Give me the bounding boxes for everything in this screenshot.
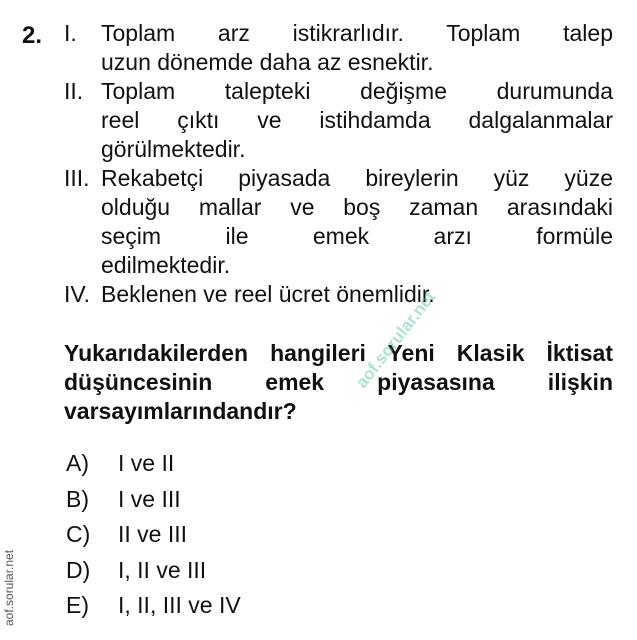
statement-text (101, 164, 613, 280)
option-label: C) (66, 521, 91, 547)
question-line: Yukarıdakilerden hangileri Yeni Klasik İktisat (64, 340, 613, 366)
question-line: düşüncesinin emek piyasasına ilişkin (64, 369, 613, 395)
option-e[interactable] (66, 588, 241, 624)
statement-line: olduğu mallar ve boş zaman arasındaki (101, 194, 613, 220)
statement-line: reel çıktı ve istihdamda dalgalanmalar (101, 107, 613, 133)
statement-text (101, 77, 613, 164)
roman-numeral: II. (64, 78, 84, 104)
option-label: E) (66, 592, 89, 618)
option-d[interactable] (66, 553, 241, 589)
roman-numeral: I. (64, 20, 77, 46)
statement-line: edilmektedir. (101, 252, 231, 278)
option-text: II ve III (118, 521, 188, 547)
question-line: varsayımlarındandır? (64, 398, 297, 424)
question-number: 2. (22, 22, 43, 49)
statement-2 (64, 77, 613, 164)
statement-line: Toplam talepteki değişme durumunda (101, 78, 613, 104)
statement-line: Beklenen ve reel ücret önemlidir. (101, 281, 435, 307)
statement-1 (64, 19, 613, 77)
option-label: A) (66, 450, 89, 476)
option-label: B) (66, 485, 89, 512)
statement-line: Toplam arz istikrarlıdır. Toplam talep (101, 20, 613, 46)
option-label: D) (66, 556, 91, 583)
option-text: I ve II (118, 450, 175, 476)
statement-list (64, 19, 613, 309)
option-b[interactable] (66, 482, 241, 518)
watermark: aof.sorular.net (352, 287, 440, 392)
option-text: I ve III (118, 485, 181, 512)
roman-numeral: IV. (64, 281, 91, 307)
statement-line: seçim ile emek arzı formüle (101, 223, 613, 249)
statement-line: Rekabetçi piyasada bireylerin yüz yüze (101, 165, 613, 191)
answer-options (66, 446, 241, 624)
statement-line: görülmektedir. (101, 136, 246, 162)
question-text (64, 339, 613, 426)
statement-text (101, 19, 613, 77)
side-url: aof.sorular.net (2, 549, 16, 626)
statement-4 (64, 280, 613, 309)
option-c[interactable] (66, 517, 241, 553)
roman-numeral: III. (64, 165, 90, 191)
statement-text (101, 280, 613, 309)
option-text: I, II ve III (118, 556, 207, 583)
statement-line: uzun dönemde daha az esnektir. (101, 49, 434, 75)
option-text: I, II, III ve IV (118, 592, 241, 618)
statement-3 (64, 164, 613, 280)
option-a[interactable] (66, 446, 241, 482)
